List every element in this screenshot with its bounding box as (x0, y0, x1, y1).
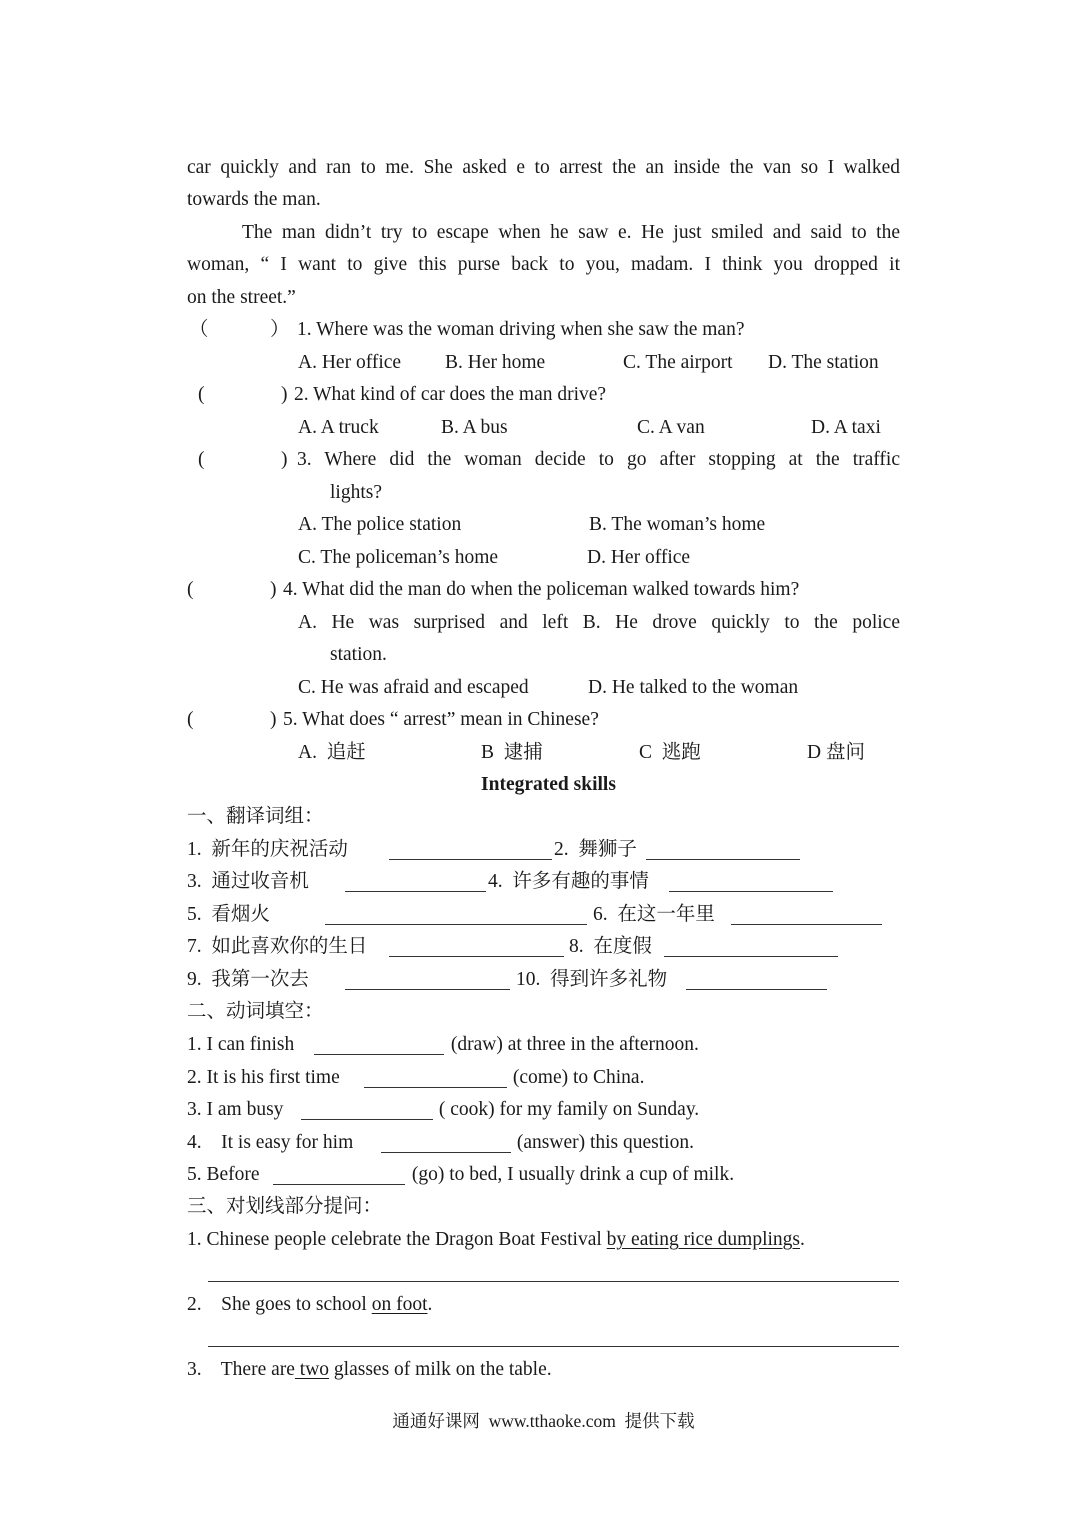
passage-line: woman, “ I want to give this purse back to you, madam. I think you dropped it (187, 254, 900, 275)
option: B 逮捕 (481, 742, 543, 763)
answer-blank[interactable] (664, 956, 838, 957)
translate-item: 6. 在这一年里 (593, 904, 715, 925)
question-text: 1. Where was the woman driving when she saw the man? (297, 319, 745, 340)
question-text: 4. What did the man do when the policeman walked towards him? (283, 579, 800, 600)
option: D. Her office (587, 547, 691, 568)
part-heading: 一、翻译词组： (187, 806, 324, 827)
answer-paren-open: ( (198, 384, 205, 405)
translate-item: 3. 通过收音机 (187, 871, 309, 892)
option: C. He was afraid and escaped (298, 677, 529, 698)
answer-blank[interactable] (646, 859, 800, 860)
answer-paren-close: ） (270, 319, 290, 340)
answer-blank[interactable] (325, 924, 587, 925)
option: station. (330, 644, 387, 665)
sentence-text: 3. There are (187, 1359, 295, 1380)
translate-item: 7. 如此喜欢你的生日 (187, 936, 368, 957)
answer-line[interactable] (208, 1346, 899, 1347)
answer-blank[interactable] (273, 1184, 405, 1185)
question-text: 2. What kind of car does the man drive? (294, 384, 607, 405)
answer-paren-close: ) (281, 449, 288, 470)
passage-line: The man didn’t try to escape when he saw e. He just smiled and said to the (242, 222, 900, 243)
sentence-text: . (800, 1229, 805, 1250)
answer-paren-open: ( (187, 709, 194, 730)
part-heading: 三、对划线部分提问： (187, 1196, 383, 1217)
passage-line: car quickly and ran to me. She asked e to arrest the an inside the van so I walked (187, 157, 900, 178)
sentence-text: glasses of milk on the table. (329, 1359, 552, 1380)
underlined-part: two (294, 1359, 330, 1380)
answer-blank[interactable] (686, 989, 827, 990)
translate-item: 10. 得到许多礼物 (516, 969, 668, 990)
answer-blank[interactable] (345, 989, 510, 990)
part-heading: 二、动词填空： (187, 1001, 324, 1022)
fill-item-suffix: ( cook) for my family on Sunday. (434, 1099, 700, 1120)
fill-item-suffix: (come) to China. (508, 1067, 645, 1088)
option: B. The woman’s home (589, 514, 766, 535)
underlined-part: by eating rice dumplings (606, 1229, 801, 1250)
fill-item-prefix: 1. I can finish (187, 1034, 300, 1055)
answer-blank[interactable] (731, 924, 882, 925)
option: A. The police station (298, 514, 462, 535)
answer-line[interactable] (208, 1281, 899, 1282)
underlined-part: on foot (371, 1294, 428, 1315)
answer-blank[interactable] (345, 891, 486, 892)
question-sentence (187, 1292, 432, 1318)
answer-blank[interactable] (364, 1087, 507, 1088)
fill-item-suffix: (draw) at three in the afternoon. (446, 1034, 699, 1055)
passage-line: towards the man. (187, 189, 321, 210)
answer-blank[interactable] (381, 1152, 511, 1153)
option: A. 追赶 (298, 742, 366, 763)
answer-blank[interactable] (389, 859, 552, 860)
option: C. A van (637, 417, 705, 438)
fill-item-prefix: 3. I am busy (187, 1099, 289, 1120)
option: C 逃跑 (639, 742, 701, 763)
answer-blank[interactable] (314, 1054, 444, 1055)
option: A. A truck (298, 417, 379, 438)
translate-item: 1. 新年的庆祝活动 (187, 839, 348, 860)
answer-paren-open: （ (189, 319, 209, 340)
sentence-text: 1. Chinese people celebrate the Dragon Boat Festival (187, 1229, 607, 1250)
option: B. Her home (445, 352, 546, 373)
fill-item-prefix: 4. It is easy for him (187, 1132, 359, 1153)
question-text: lights? (330, 482, 382, 503)
option: C. The airport (623, 352, 733, 373)
page-footer: 通通好课网 www.tthaoke.com 提供下载 (392, 1411, 695, 1431)
fill-item-prefix: 5. Before (187, 1164, 265, 1185)
translate-item: 8. 在度假 (569, 936, 652, 957)
translate-item: 9. 我第一次去 (187, 969, 309, 990)
fill-item-prefix: 2. It is his first time (187, 1067, 345, 1088)
option: A. Her office (298, 352, 402, 373)
option: A. He was surprised and left B. He drove quickly to the police (298, 612, 900, 633)
question-text: 3. Where did the woman decide to go after stopping at the traffic (297, 449, 900, 470)
translate-item: 4. 许多有趣的事情 (488, 871, 649, 892)
answer-paren-close: ) (270, 579, 277, 600)
passage-line: on the street.” (187, 287, 296, 308)
sentence-text: . (427, 1294, 433, 1315)
answer-paren-close: ) (270, 709, 277, 730)
answer-blank[interactable] (389, 956, 564, 957)
sentence-text: 2. She goes to school (187, 1294, 372, 1315)
answer-paren-open: ( (198, 449, 205, 470)
answer-blank[interactable] (669, 891, 833, 892)
answer-blank[interactable] (301, 1119, 433, 1120)
translate-item: 2. 舞狮子 (554, 839, 637, 860)
option: B. A bus (441, 417, 508, 438)
question-sentence (187, 1357, 552, 1383)
section-title: Integrated skills (481, 774, 616, 795)
option: D 盘问 (807, 742, 865, 763)
option: D. A taxi (811, 417, 881, 438)
fill-item-suffix: (answer) this question. (512, 1132, 694, 1153)
answer-paren-open: ( (187, 579, 194, 600)
question-sentence (187, 1227, 805, 1253)
option: C. The policeman’s home (298, 547, 499, 568)
translate-item: 5. 看烟火 (187, 904, 270, 925)
answer-paren-close: ) (281, 384, 288, 405)
question-text: 5. What does “ arrest” mean in Chinese? (283, 709, 599, 730)
fill-item-suffix: (go) to bed, I usually drink a cup of milk. (407, 1164, 735, 1185)
option: D. The station (768, 352, 879, 373)
option: D. He talked to the woman (588, 677, 799, 698)
